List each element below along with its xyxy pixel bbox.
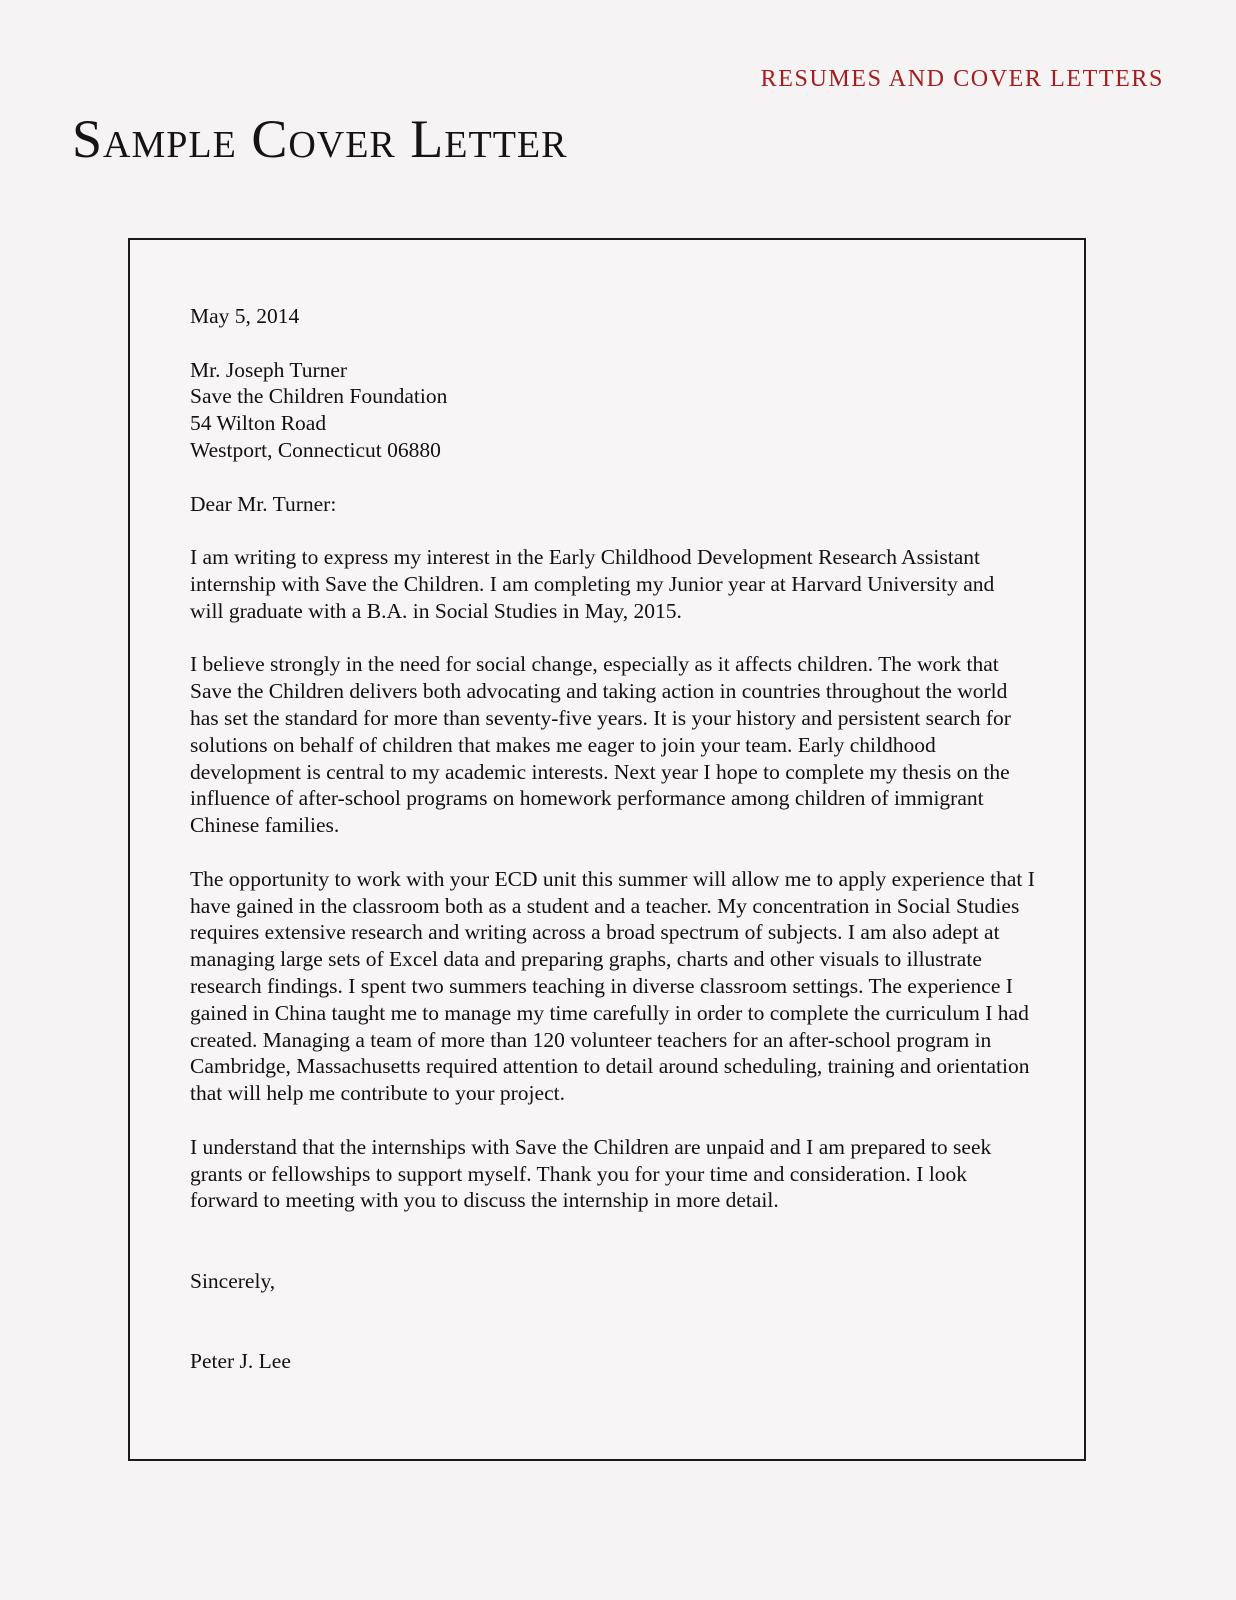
- spacer: [190, 1294, 1050, 1348]
- section-label: RESUMES AND COVER LETTERS: [760, 66, 1164, 92]
- recipient-name: Mr. Joseph Turner: [190, 357, 348, 382]
- spacer: [190, 464, 1050, 491]
- body-paragraph-4: I understand that the internships with Save the Children are unpaid and I am prepared to seek grants or fellowships to support myself. Thank you for your time and consideration. I look forward to meeting with you to discuss the internship in more detail.: [190, 1134, 992, 1213]
- letter-box: [128, 238, 1086, 1461]
- spacer: [190, 1214, 1050, 1268]
- salutation: Dear Mr. Turner:: [190, 491, 337, 516]
- signature: Peter J. Lee: [190, 1349, 291, 1374]
- body-paragraph-3: The opportunity to work with your ECD unit this summer will allow me to apply experience that I have gained in the classroom both as a student and a teacher. My concentration in Social Studies requires extensive research and writing across a broad spectrum of subjects. I am also adept at managing large sets of Excel data and preparing graphs, charts and other visuals to illustrate research findings. I spent two summers teaching in diverse classroom settings. The experience I gained in China taught me to manage my time carefully in order to complete the curriculum I had created. Managing a team of more than 120 volunteer teachers for an after-school program in Cambridge, Massachusetts required attention to detail around scheduling, training and orientation that will help me contribute to your project.: [190, 866, 1035, 1106]
- spacer: [190, 1107, 1050, 1134]
- recipient-street: 54 Wilton Road: [190, 411, 327, 436]
- spacer: [190, 839, 1050, 866]
- recipient-organization: Save the Children Foundation: [190, 384, 448, 409]
- spacer: [190, 625, 1050, 652]
- letter-date: May 5, 2014: [190, 304, 300, 328]
- body-paragraph-2: I believe strongly in the need for social change, especially as it affects children. The work that Save the Children delivers both advocating and taking action in countries throughout the world has set the standard for more than seventy-five years. It is your history and persistent search for solutions on behalf of children that makes me eager to join your team. Early childhood development is central to my academic interests. Next year I hope to complete my thesis on the influence of after-school programs on homework performance among children of immigrant Chinese families.: [190, 652, 1011, 838]
- recipient-city-state-zip: Westport, Connecticut 06880: [190, 437, 441, 462]
- spacer: [190, 517, 1050, 544]
- letter-content: [190, 303, 1050, 1375]
- body-paragraph-1: I am writing to express my interest in the Early Childhood Development Research Assistant internship with Save the Children. I am completing my Junior year at Harvard University and will graduate with a B.A. in Social Studies in May, 2015.: [190, 545, 995, 623]
- closing: Sincerely,: [190, 1268, 276, 1293]
- recipient-address: [190, 357, 1050, 464]
- page-title: Sample Cover Letter: [72, 109, 568, 169]
- spacer: [190, 330, 1050, 357]
